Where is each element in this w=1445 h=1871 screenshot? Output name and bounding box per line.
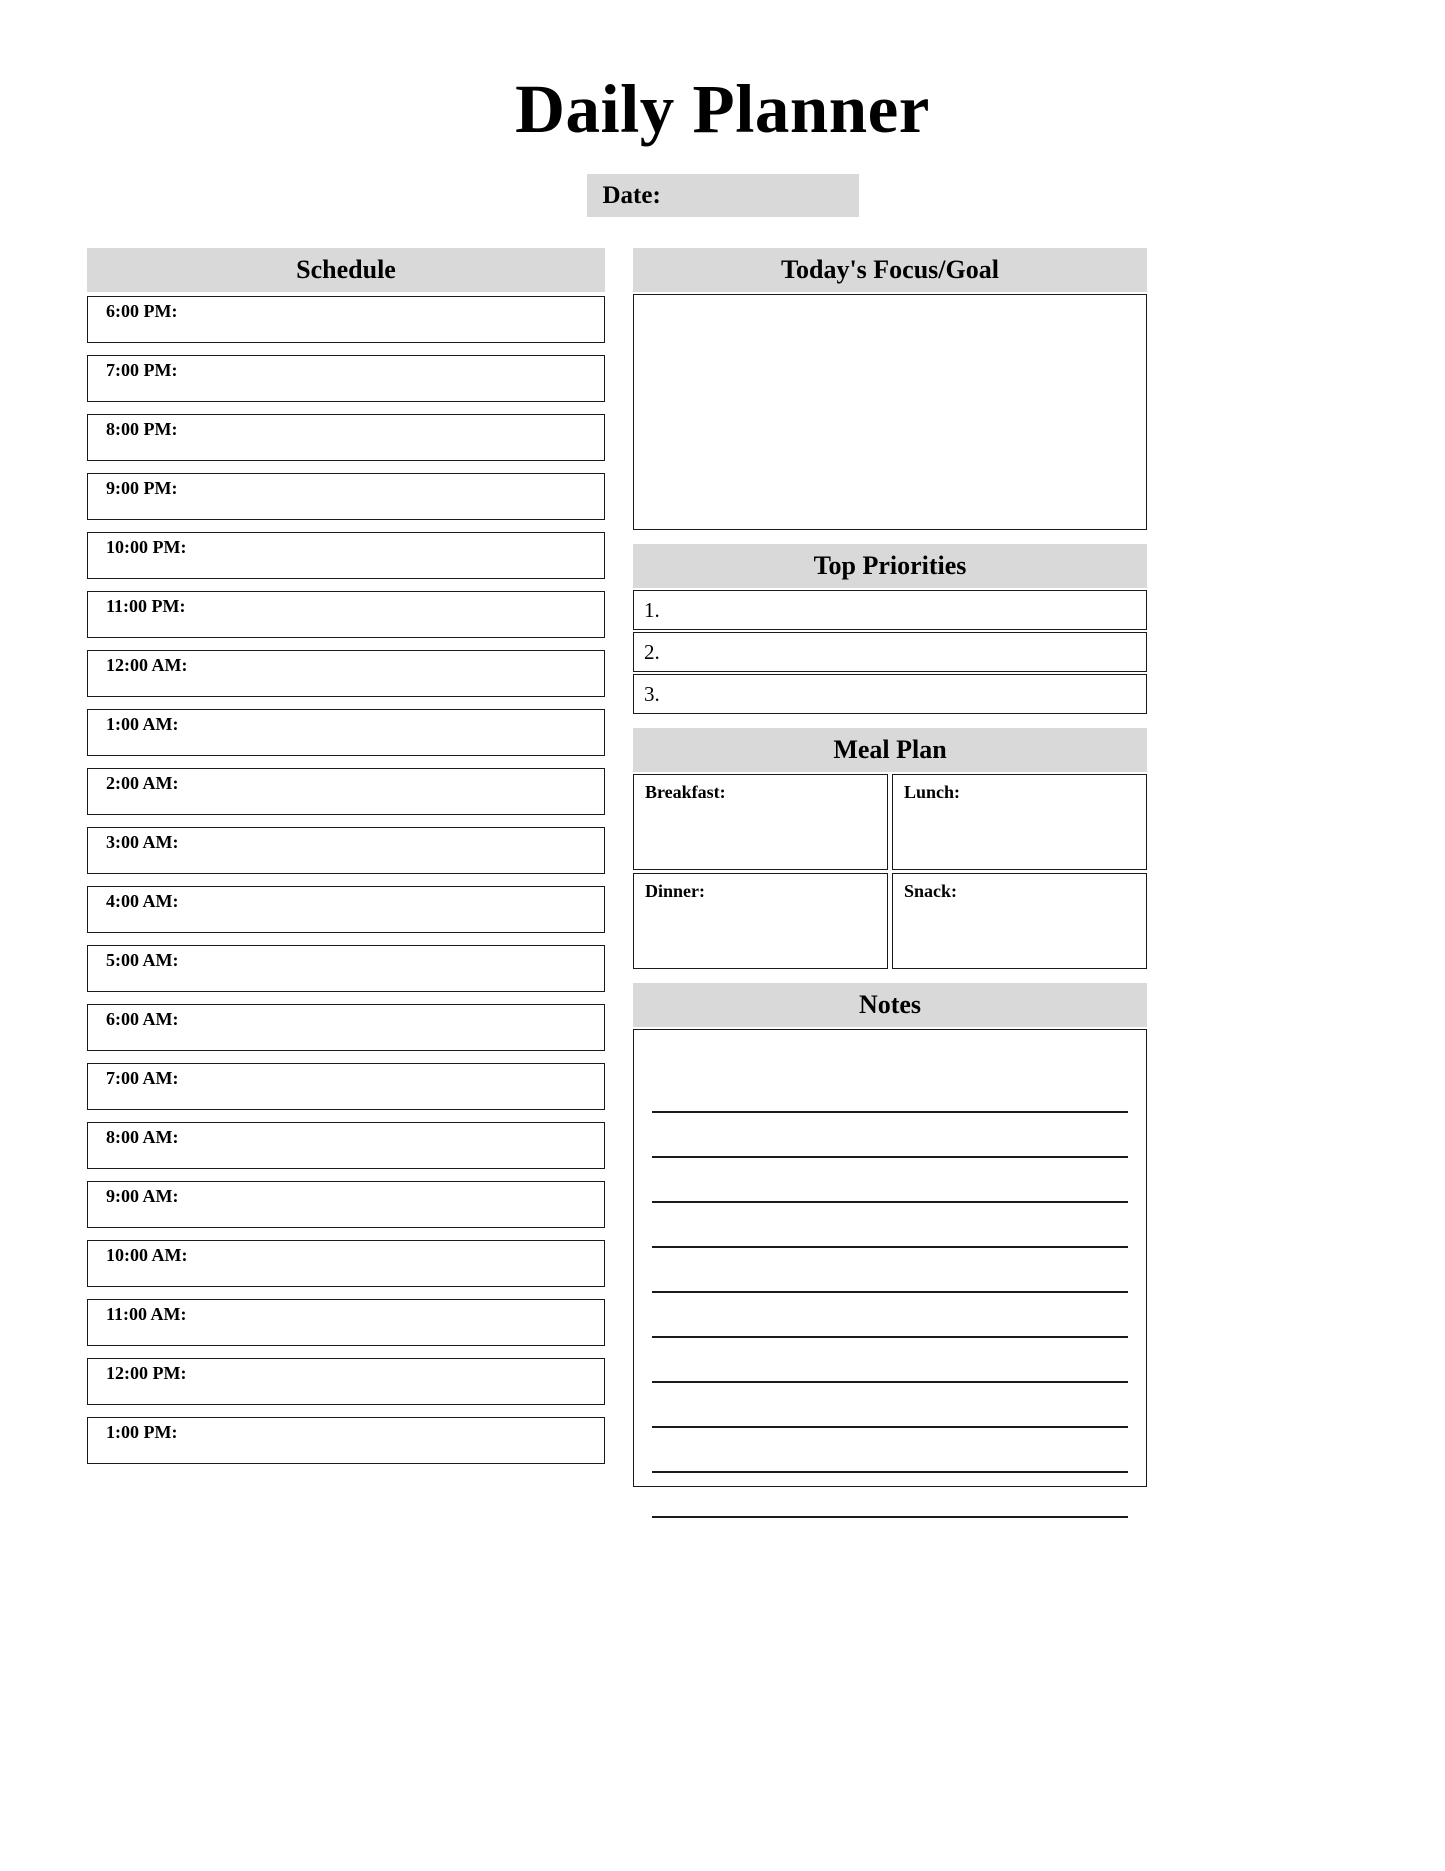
- meal-label: Lunch:: [904, 782, 961, 802]
- focus-header: Today's Focus/Goal: [633, 248, 1147, 292]
- schedule-row[interactable]: [87, 650, 605, 697]
- schedule-row[interactable]: [87, 473, 605, 520]
- schedule-row[interactable]: [87, 414, 605, 461]
- meal-cell[interactable]: [892, 774, 1147, 870]
- note-line[interactable]: [652, 1203, 1128, 1248]
- schedule-row[interactable]: [87, 1299, 605, 1346]
- meal-label: Snack:: [904, 881, 958, 901]
- note-line[interactable]: [652, 1383, 1128, 1428]
- schedule-row[interactable]: [87, 945, 605, 992]
- priority-number: 3.: [644, 681, 660, 706]
- schedule-time-label: 6:00 AM:: [106, 1009, 179, 1029]
- priority-row[interactable]: [633, 632, 1147, 672]
- schedule-row[interactable]: [87, 1181, 605, 1228]
- meal-cell[interactable]: [892, 873, 1147, 969]
- schedule-header: Schedule: [87, 248, 605, 292]
- schedule-row[interactable]: [87, 532, 605, 579]
- schedule-row[interactable]: [87, 1063, 605, 1110]
- meal-cell[interactable]: [633, 774, 888, 870]
- meal-plan-header: Meal Plan: [633, 728, 1147, 772]
- schedule-time-label: 10:00 AM:: [106, 1245, 188, 1265]
- notes-header: Notes: [633, 983, 1147, 1027]
- schedule-time-label: 5:00 AM:: [106, 950, 179, 970]
- note-line[interactable]: [652, 1473, 1128, 1518]
- priorities-list: [633, 590, 1147, 714]
- schedule-row[interactable]: [87, 1240, 605, 1287]
- schedule-time-label: 11:00 AM:: [106, 1304, 187, 1324]
- notes-area[interactable]: [633, 1029, 1147, 1487]
- right-column: [633, 248, 1147, 1487]
- date-field-wrapper: [0, 174, 1445, 217]
- schedule-row[interactable]: [87, 1358, 605, 1405]
- schedule-time-label: 7:00 PM:: [106, 360, 178, 380]
- schedule-time-label: 4:00 AM:: [106, 891, 179, 911]
- schedule-list: [87, 296, 605, 1464]
- schedule-time-label: 3:00 AM:: [106, 832, 179, 852]
- priority-row[interactable]: [633, 590, 1147, 630]
- note-line[interactable]: [652, 1158, 1128, 1203]
- schedule-time-label: 1:00 PM:: [106, 1422, 178, 1442]
- note-line[interactable]: [652, 1248, 1128, 1293]
- schedule-time-label: 9:00 PM:: [106, 478, 178, 498]
- schedule-row[interactable]: [87, 886, 605, 933]
- schedule-time-label: 7:00 AM:: [106, 1068, 179, 1088]
- schedule-time-label: 1:00 AM:: [106, 714, 179, 734]
- schedule-row[interactable]: [87, 768, 605, 815]
- priority-number: 1.: [644, 597, 660, 622]
- schedule-time-label: 10:00 PM:: [106, 537, 187, 557]
- schedule-row[interactable]: [87, 709, 605, 756]
- schedule-row[interactable]: [87, 1417, 605, 1464]
- schedule-row[interactable]: [87, 1004, 605, 1051]
- schedule-column: [87, 248, 605, 1464]
- schedule-time-label: 11:00 PM:: [106, 596, 186, 616]
- note-line[interactable]: [652, 1293, 1128, 1338]
- note-line[interactable]: [652, 1338, 1128, 1383]
- planner-body: [0, 248, 1445, 1487]
- priority-row[interactable]: [633, 674, 1147, 714]
- page-title: Daily Planner: [515, 71, 930, 147]
- schedule-time-label: 12:00 AM:: [106, 655, 188, 675]
- note-line[interactable]: [652, 1068, 1128, 1113]
- schedule-time-label: 8:00 PM:: [106, 419, 178, 439]
- date-label: Date:: [602, 181, 661, 209]
- meal-plan-grid: [633, 774, 1147, 969]
- schedule-time-label: 8:00 AM:: [106, 1127, 179, 1147]
- priorities-header: Top Priorities: [633, 544, 1147, 588]
- schedule-row[interactable]: [87, 296, 605, 343]
- meal-label: Breakfast:: [645, 782, 726, 802]
- schedule-time-label: 9:00 AM:: [106, 1186, 179, 1206]
- schedule-row[interactable]: [87, 591, 605, 638]
- schedule-time-label: 6:00 PM:: [106, 301, 178, 321]
- meal-cell[interactable]: [633, 873, 888, 969]
- schedule-time-label: 12:00 PM:: [106, 1363, 187, 1383]
- note-line[interactable]: [652, 1428, 1128, 1473]
- focus-input-area[interactable]: [633, 294, 1147, 530]
- priority-number: 2.: [644, 639, 660, 664]
- schedule-time-label: 2:00 AM:: [106, 773, 179, 793]
- meal-label: Dinner:: [645, 881, 705, 901]
- date-field[interactable]: [587, 174, 859, 217]
- schedule-row[interactable]: [87, 827, 605, 874]
- schedule-row[interactable]: [87, 1122, 605, 1169]
- schedule-row[interactable]: [87, 355, 605, 402]
- note-line[interactable]: [652, 1113, 1128, 1158]
